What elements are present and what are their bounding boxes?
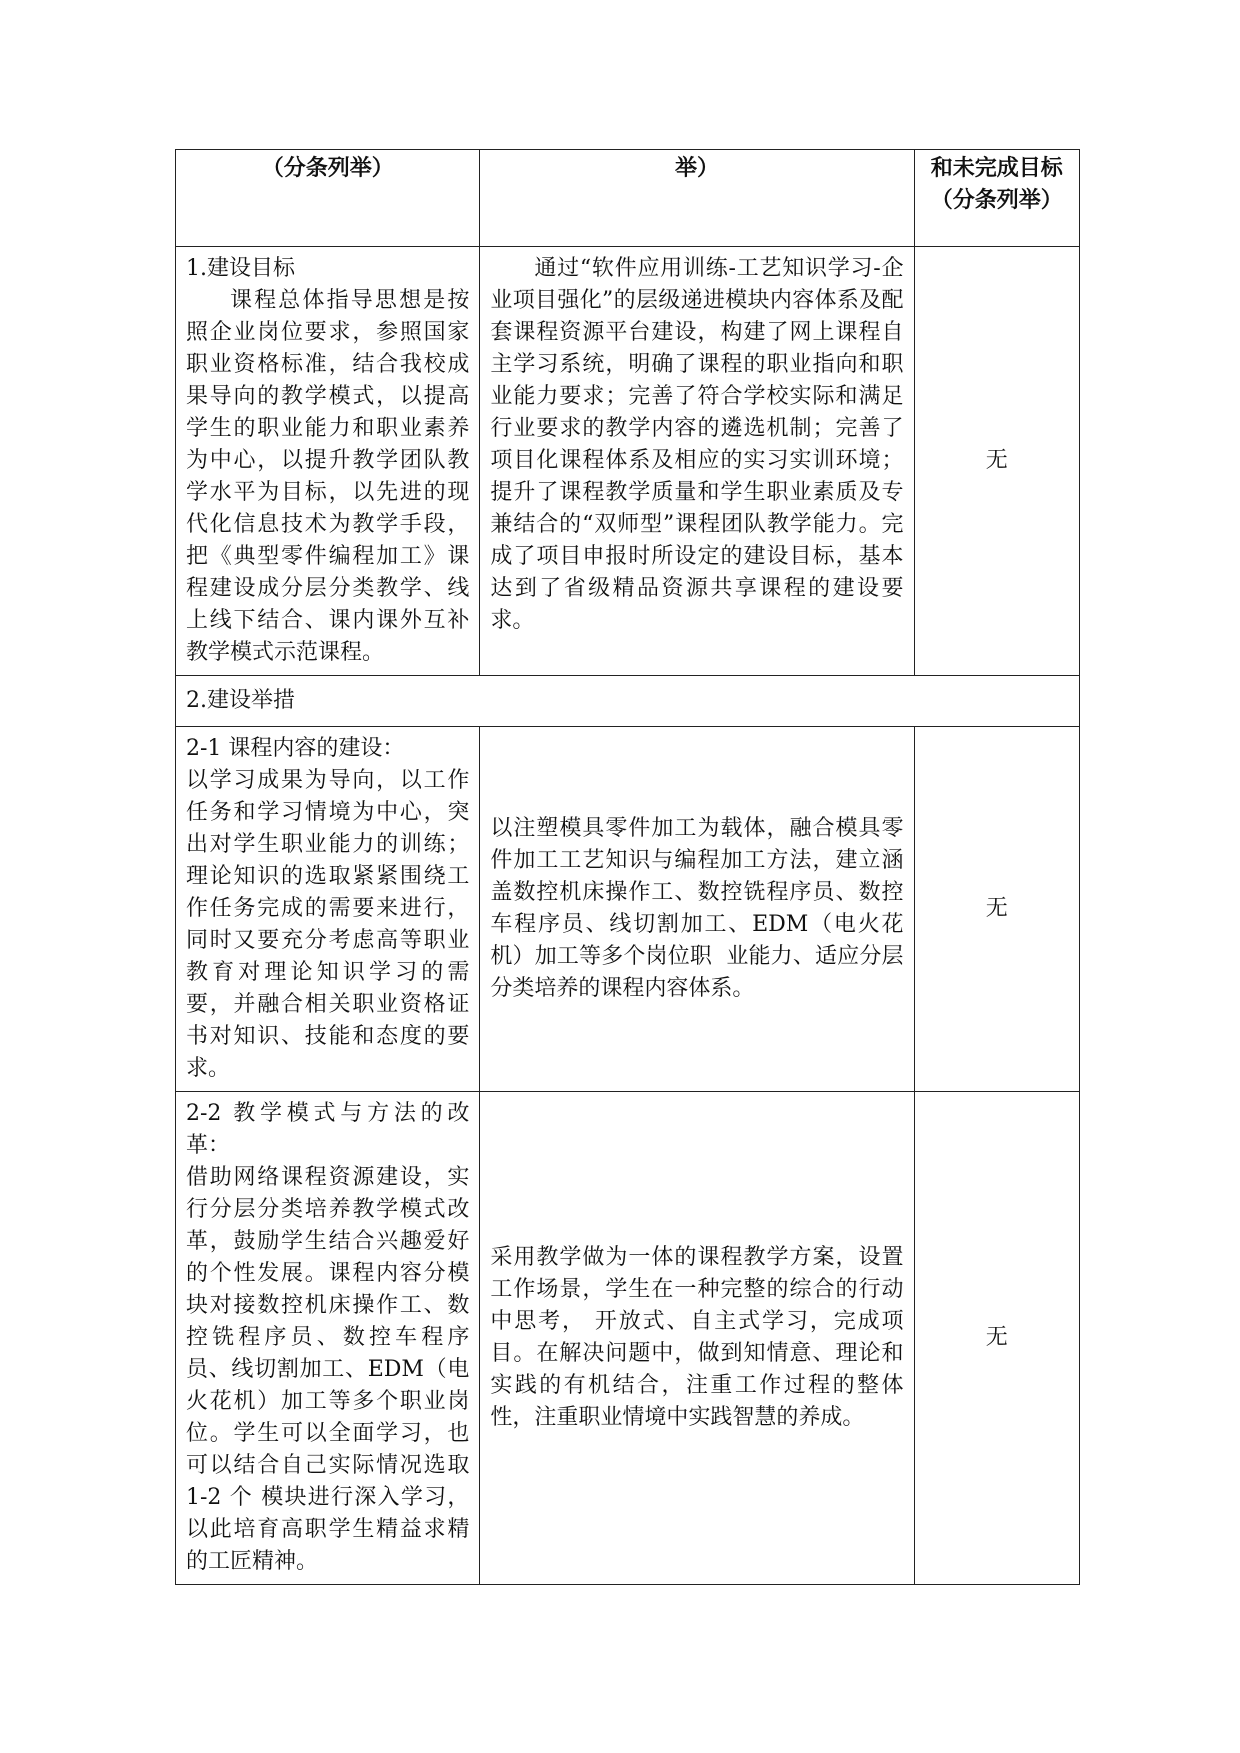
row3-left-cell: [176, 1092, 480, 1585]
achievement-table: [175, 149, 1080, 1585]
header-col1-label: （分条列举）: [261, 155, 394, 181]
row2-left-text: 以学习成果为导向，以工作任务和学习情境为中心，突出对学生职业能力的训练；理论知识的选取紧紧围绕工作任务完成的需要来进行，同时又要充分考虑高等职业教育对理论知识学习的需要，并融合相关职业资格证书对知识、技能和态度的要求。: [186, 768, 470, 1081]
row3-title: 2-2 教学模式与方法的改革：: [186, 1101, 470, 1158]
header-col2-label: 举）: [674, 155, 719, 181]
table-row: [176, 1092, 1080, 1585]
table-header-row: [176, 150, 1080, 247]
table-row: [176, 247, 1080, 676]
row3-right-text: 无: [985, 1325, 1008, 1350]
row1-title: 1.建设目标: [186, 256, 295, 281]
row2-middle-cell: [480, 727, 914, 1092]
row2-left-cell: [176, 727, 480, 1092]
header-cell-2: [480, 150, 914, 247]
section-title: 2.建设举措: [186, 688, 295, 713]
row1-middle-text: 通过“软件应用训练-工艺知识学习-企业项目强化”的层级递进模块内容体系及配套课程资源平台建设，构建了网上课程自主学习系统，明确了课程的职业指向和职业能力要求；完善了符合学校实际和满足行业要求的教学内容的遴选机制；完善了项目化课程体系及相应的实习实训环境；提升了课程教学质量和学生职业素质及专兼结合的“双师型”课程团队教学能力。完成了项目申报时所设定的建设目标，基本达到了省级精品资源共享课程的建设要求。: [490, 256, 904, 633]
table-row: [176, 727, 1080, 1092]
row3-middle-cell: [480, 1092, 914, 1585]
row1-middle-cell: [480, 247, 914, 676]
section-cell: [176, 676, 1080, 727]
row2-right-text: 无: [985, 896, 1008, 921]
row1-left-cell: [176, 247, 480, 676]
header-cell-3: [914, 150, 1080, 247]
row2-right-cell: [914, 727, 1080, 1092]
row1-right-cell: [914, 247, 1080, 676]
row2-title: 2-1 课程内容的建设：: [186, 736, 405, 761]
row3-right-cell: [914, 1092, 1080, 1585]
row2-middle-text: 以注塑模具零件加工为载体，融合模具零件加工工艺知识与编程加工方法，建立涵盖数控机床操作工、数控铣程序员、数控车程序员、线切割加工、EDM（电火花机）加工等多个岗位职 业能力、适应分层分类培养的课程内容体系。: [490, 816, 904, 1001]
row1-right-text: 无: [985, 448, 1008, 473]
header-cell-1: [176, 150, 480, 247]
row3-middle-text: 采用教学做为一体的课程教学方案，设置工作场景，学生在一种完整的综合的行动中思考， 开放式、自主式学习，完成项目。在解决问题中，做到知情意、理论和实践的有机结合，注重工作过程的整体性，注重职业情境中实践智慧的养成。: [490, 1245, 904, 1430]
row3-left-text: 借助网络课程资源建设，实行分层分类培养教学模式改革，鼓励学生结合兴趣爱好的个性发展。课程内容分模块对接数控机床操作工、数控铣程序员、数控车程序员、线切割加工、EDM（电火花机）加工等多个职业岗位。学生可以全面学习，也可以结合自己实际情况选取 1-2 个 模块进行深入学习，以此培育高职学生精益求精的工匠精神。: [186, 1165, 470, 1574]
row1-left-text: 课程总体指导思想是按照企业岗位要求，参照国家职业资格标准，结合我校成果导向的教学模式，以提高学生的职业能力和职业素养为中心，以提升教学团队教学水平为目标，以先进的现代化信息技术为教学手段，把《典型零件编程加工》课程建设成分层分类教学、线上线下结合、课内课外互补教学模式示范课程。: [186, 288, 470, 665]
header-col3-label: 和未完成目标（分条列举）: [930, 155, 1063, 213]
section-row: [176, 676, 1080, 727]
